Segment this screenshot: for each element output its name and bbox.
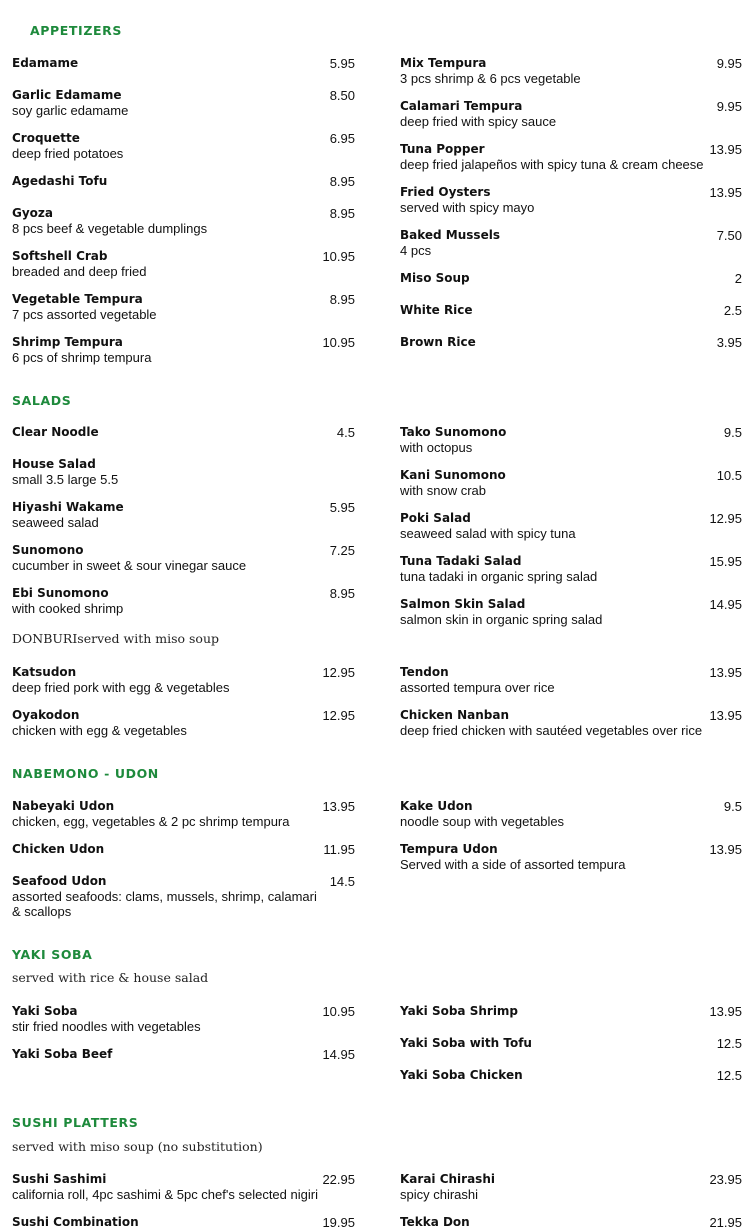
menu-item xyxy=(12,335,355,365)
section-note-yaki-soba: served with rice & house salad xyxy=(12,970,209,985)
item-name: Yaki Soba xyxy=(12,1004,78,1018)
item-description: assorted tempura over rice xyxy=(400,680,555,695)
section-title-salads: SALADS xyxy=(12,393,72,408)
menu-item xyxy=(400,271,742,286)
item-description: noodle soup with vegetables xyxy=(400,814,565,829)
menu-item xyxy=(400,228,742,258)
item-price: 7.50 xyxy=(716,228,742,243)
item-price: 14.5 xyxy=(329,874,355,889)
item-name: Chicken Udon xyxy=(12,842,105,856)
item-name: White Rice xyxy=(400,303,473,317)
item-price: 9.5 xyxy=(723,799,742,814)
menu-item xyxy=(400,1036,742,1051)
item-name: Katsudon xyxy=(12,665,77,679)
item-description: stir fried noodles with vegetables xyxy=(12,1019,201,1034)
menu-item xyxy=(400,597,742,627)
item-price: 13.95 xyxy=(709,185,742,200)
menu-item xyxy=(400,1215,742,1230)
item-name: Nabeyaki Udon xyxy=(12,799,115,813)
item-description: seaweed salad with spicy tuna xyxy=(400,526,576,541)
item-price: 10.95 xyxy=(322,249,355,264)
item-price: 14.95 xyxy=(709,597,742,612)
item-price: 10.95 xyxy=(322,1004,355,1019)
item-description: with cooked shrimp xyxy=(12,601,124,616)
item-name: Tuna Popper xyxy=(400,142,485,156)
item-price: 12.95 xyxy=(322,665,355,680)
item-description: 4 pcs xyxy=(400,243,432,258)
menu-item xyxy=(400,99,742,129)
item-price: 15.95 xyxy=(709,554,742,569)
item-price: 22.95 xyxy=(322,1172,355,1187)
item-price: 12.95 xyxy=(709,511,742,526)
menu-item xyxy=(12,206,355,236)
item-price: 9.95 xyxy=(716,56,742,71)
item-name: Softshell Crab xyxy=(12,249,108,263)
item-name: Edamame xyxy=(12,56,79,70)
item-price: 19.95 xyxy=(322,1215,355,1230)
section-title-donburi: DONBURIserved with miso soup xyxy=(12,631,220,646)
section-title-yaki-soba: YAKI SOBA xyxy=(12,947,93,962)
menu-item xyxy=(12,799,355,829)
item-price: 13.95 xyxy=(709,708,742,723)
item-name: Gyoza xyxy=(12,206,53,220)
menu-item xyxy=(12,56,355,71)
menu-item xyxy=(12,874,355,919)
item-price: 12.5 xyxy=(716,1036,742,1051)
item-description: chicken, egg, vegetables & 2 pc shrimp tempura xyxy=(12,814,290,829)
item-name: Miso Soup xyxy=(400,271,470,285)
menu-item xyxy=(12,174,355,189)
item-description: soy garlic edamame xyxy=(12,103,129,118)
item-price: 8.95 xyxy=(329,206,355,221)
item-price: 13.95 xyxy=(322,799,355,814)
item-description: 8 pcs beef & vegetable dumplings xyxy=(12,221,208,236)
section-title-sushi-platters: SUSHI PLATTERS xyxy=(12,1115,139,1130)
item-description: deep fried chicken with sautéed vegetables over rice xyxy=(400,723,703,738)
item-name: Kake Udon xyxy=(400,799,473,813)
item-description: 7 pcs assorted vegetable xyxy=(12,307,157,322)
item-price: 10.95 xyxy=(322,335,355,350)
item-name: Clear Noodle xyxy=(12,425,99,439)
item-name: Sushi Combination xyxy=(12,1215,139,1229)
item-description: breaded and deep fried xyxy=(12,264,147,279)
item-name: Tendon xyxy=(400,665,449,679)
item-name: Oyakodon xyxy=(12,708,80,722)
menu-item xyxy=(400,1004,742,1019)
menu-item xyxy=(400,185,742,215)
menu-item xyxy=(400,468,742,498)
item-name: Shrimp Tempura xyxy=(12,335,123,349)
menu-item xyxy=(12,586,355,616)
item-name: Tekka Don xyxy=(400,1215,470,1229)
menu-item xyxy=(12,842,355,857)
item-price: 8.95 xyxy=(329,586,355,601)
item-price: 13.95 xyxy=(709,142,742,157)
item-description: deep fried with spicy sauce xyxy=(400,114,557,129)
menu-item xyxy=(400,142,742,172)
item-name: Seafood Udon xyxy=(12,874,107,888)
item-price: 21.95 xyxy=(709,1215,742,1230)
item-name: Chicken Nanban xyxy=(400,708,510,722)
section-title-nabemono-udon: NABEMONO - UDON xyxy=(12,766,159,781)
item-price: 14.95 xyxy=(322,1047,355,1062)
item-description: small 3.5 large 5.5 xyxy=(12,472,119,487)
item-price: 2 xyxy=(734,271,742,286)
item-price: 11.95 xyxy=(323,842,355,857)
item-name: Agedashi Tofu xyxy=(12,174,108,188)
menu-item xyxy=(12,665,355,695)
item-name: Garlic Edamame xyxy=(12,88,122,102)
item-price: 12.5 xyxy=(716,1068,742,1083)
menu-item xyxy=(12,131,355,161)
item-price: 9.95 xyxy=(716,99,742,114)
menu-item xyxy=(400,554,742,584)
item-price: 10.5 xyxy=(716,468,742,483)
item-price: 23.95 xyxy=(709,1172,742,1187)
menu-item xyxy=(400,665,742,695)
menu-item xyxy=(12,88,355,118)
menu-item xyxy=(400,1172,742,1202)
item-price: 9.5 xyxy=(723,425,742,440)
item-description: deep fried pork with egg & vegetables xyxy=(12,680,230,695)
item-price: 7.25 xyxy=(329,543,355,558)
item-price: 8.95 xyxy=(329,174,355,189)
section-title-appetizers: APPETIZERS xyxy=(30,23,122,38)
item-description: with octopus xyxy=(400,440,473,455)
item-price: 5.95 xyxy=(329,500,355,515)
item-description: california roll, 4pc sashimi & 5pc chef's selected nigiri xyxy=(12,1187,318,1202)
item-description: spicy chirashi xyxy=(400,1187,479,1202)
item-name: Hiyashi Wakame xyxy=(12,500,124,514)
item-price: 13.95 xyxy=(709,1004,742,1019)
item-price: 2.5 xyxy=(723,303,742,318)
item-name: Yaki Soba with Tofu xyxy=(400,1036,532,1050)
item-name: Croquette xyxy=(12,131,80,145)
item-description: deep fried potatoes xyxy=(12,146,124,161)
item-description: seaweed salad xyxy=(12,515,99,530)
menu-item xyxy=(12,708,355,738)
item-name: Sushi Sashimi xyxy=(12,1172,107,1186)
item-price: 5.95 xyxy=(329,56,355,71)
menu-item xyxy=(400,1068,742,1083)
item-name: Poki Salad xyxy=(400,511,471,525)
item-price: 12.95 xyxy=(322,708,355,723)
menu-item xyxy=(400,511,742,541)
item-description: served with spicy mayo xyxy=(400,200,535,215)
item-price: 13.95 xyxy=(709,665,742,680)
item-name: Karai Chirashi xyxy=(400,1172,495,1186)
menu-item xyxy=(12,249,355,279)
item-name: Yaki Soba Shrimp xyxy=(400,1004,519,1018)
item-name: Vegetable Tempura xyxy=(12,292,143,306)
item-name: Ebi Sunomono xyxy=(12,586,109,600)
menu-item xyxy=(400,799,742,829)
item-name: Sunomono xyxy=(12,543,84,557)
item-description: Served with a side of assorted tempura xyxy=(400,857,626,872)
menu-item xyxy=(400,56,742,86)
item-description: with snow crab xyxy=(400,483,486,498)
item-description: tuna tadaki in organic spring salad xyxy=(400,569,598,584)
menu-item xyxy=(400,335,742,350)
item-description: 6 pcs of shrimp tempura xyxy=(12,350,152,365)
section-note-sushi-platters: served with miso soup (no substitution) xyxy=(12,1139,263,1154)
menu-item xyxy=(12,1047,355,1062)
item-name: Fried Oysters xyxy=(400,185,491,199)
item-name: Brown Rice xyxy=(400,335,476,349)
item-name: Tempura Udon xyxy=(400,842,498,856)
menu-item xyxy=(12,1172,355,1202)
item-description: deep fried jalapeños with spicy tuna & cream cheese xyxy=(400,157,704,172)
menu-item xyxy=(12,1004,355,1034)
item-name: House Salad xyxy=(12,457,96,471)
menu-item xyxy=(12,425,355,440)
item-price: 3.95 xyxy=(716,335,742,350)
item-price: 8.95 xyxy=(329,292,355,307)
item-description: chicken with egg & vegetables xyxy=(12,723,187,738)
item-name: Yaki Soba Beef xyxy=(12,1047,113,1061)
menu-item xyxy=(12,457,355,487)
item-description: salmon skin in organic spring salad xyxy=(400,612,603,627)
item-name: Salmon Skin Salad xyxy=(400,597,526,611)
item-name: Yaki Soba Chicken xyxy=(400,1068,523,1082)
item-price: 13.95 xyxy=(709,842,742,857)
item-name: Calamari Tempura xyxy=(400,99,523,113)
menu-item xyxy=(12,543,355,573)
item-description: 3 pcs shrimp & 6 pcs vegetable xyxy=(400,71,581,86)
item-description: assorted seafoods: clams, mussels, shrimp, calamari & scallops xyxy=(12,889,317,919)
menu-item xyxy=(400,303,742,318)
item-name: Mix Tempura xyxy=(400,56,487,70)
item-price: 4.5 xyxy=(336,425,355,440)
menu-item xyxy=(400,425,742,455)
item-price: 6.95 xyxy=(329,131,355,146)
item-name: Tuna Tadaki Salad xyxy=(400,554,522,568)
item-price: 8.50 xyxy=(329,88,355,103)
item-name: Tako Sunomono xyxy=(400,425,507,439)
menu-item xyxy=(400,842,742,872)
item-name: Kani Sunomono xyxy=(400,468,506,482)
item-name: Baked Mussels xyxy=(400,228,500,242)
menu-item xyxy=(12,292,355,322)
menu-item xyxy=(12,1215,355,1230)
menu-item xyxy=(12,500,355,530)
item-description: cucumber in sweet & sour vinegar sauce xyxy=(12,558,247,573)
menu-item xyxy=(400,708,742,738)
